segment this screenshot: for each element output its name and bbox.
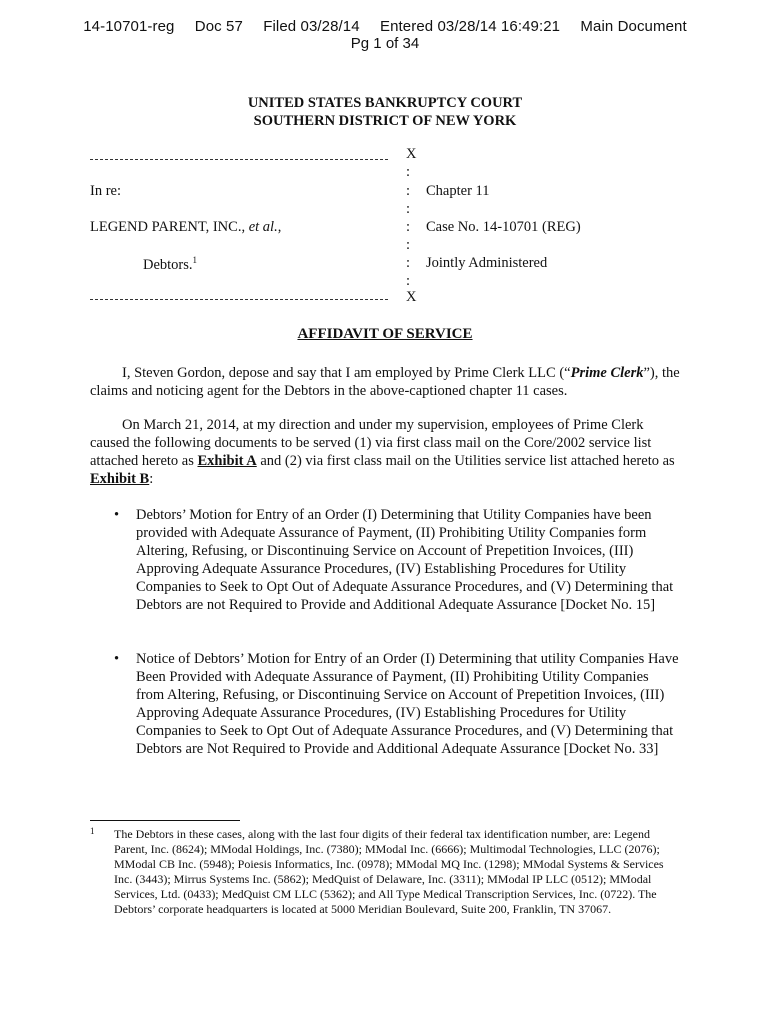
caption-dash-bottom <box>90 299 388 300</box>
case-ref: 14-10701-reg <box>83 18 175 35</box>
paragraph-1: I, Steven Gordon, depose and say that I am employed by Prime Clerk LLC (“Prime Clerk”), the claims and noticing agent for the Debtors in the above-captioned chapter 11 cases. <box>90 365 680 399</box>
bullet-dot: • <box>114 651 120 667</box>
main-document-label: Main Document <box>580 18 687 35</box>
document-title: AFFIDAVIT OF SERVICE <box>297 326 473 342</box>
footnote-ref: 1 <box>192 255 198 265</box>
caption-colon: : <box>406 219 411 235</box>
debtors-label: Debtors.$^1$ <box>143 255 198 273</box>
party-name: LEGEND PARENT, INC., et al., <box>90 219 282 235</box>
caption-colon: : <box>406 183 411 199</box>
caption-colon: : <box>406 237 411 253</box>
exhibit-a-ref: Exhibit A <box>197 453 257 469</box>
caption-colon: : <box>406 201 411 217</box>
caption-colon: : <box>406 255 411 271</box>
bullet-dot: • <box>114 507 120 523</box>
caption-colon: : <box>406 273 411 289</box>
exhibit-b-ref: Exhibit B <box>90 471 150 487</box>
case-number: Case No. 14-10701 (REG) <box>426 219 581 235</box>
caption-x-bottom: X <box>406 289 417 305</box>
paragraph-2: On March 21, 2014, at my direction and under my supervision, employees of Prime Clerk caused the following documents to be served (1) via first class mail on the Core/2002 service list attached hereto as Exhibit A and (2) via first class mail on the Utilities service list attached hereto as Exhibit B: <box>90 417 675 487</box>
caption-colon: : <box>406 164 411 180</box>
in-re-label: In re: <box>90 183 121 199</box>
filed-date: Filed 03/28/14 <box>263 18 360 35</box>
bullet-text: Debtors’ Motion for Entry of an Order (I) Determining that Utility Companies have been provided with Adequate Assurance of Payment, (II) Prohibiting Utility Companies form Altering, Refusing, or Discontinuing Service on Account of Prepetition Invoices, (III) Approving Adequate Assurance Procedures, (IV) Establishing Procedures for Utility Companies to Seek to Opt Out of Adequate Assurance Procedures, and (V) Determining that Debtors are not Required to Provide and Additional Adequate Assurance [Docket No. 15] <box>136 507 674 613</box>
page-number: Pg 1 of 34 <box>350 35 420 52</box>
caption-x-top: X <box>406 146 417 162</box>
jointly-administered: Jointly Administered <box>426 255 548 271</box>
footnote-rule <box>90 820 240 821</box>
caption-dash-top <box>90 159 388 160</box>
entered-date: Entered 03/28/14 16:49:21 <box>379 18 561 35</box>
footnote-mark: 1 <box>90 826 95 836</box>
bullet-text: Notice of Debtors’ Motion for Entry of an Order (I) Determining that utility Companies Have Been Provided with Adequate Assurance of Payment, (II) Prohibiting Utility Companies from Altering, Refusing, or Discontinuing Service on Account of Prepetition Invoices, (III) Approving Adequate Assurance Procedures, (IV) Establishing Procedures for Utility Companies to Seek to Opt Out of Adequate Assurance Procedures, and (V) Determining that Debtors are Not Required to Provide and Additional Adequate Assurance [Docket No. 33] <box>136 651 679 757</box>
court-line-2: SOUTHERN DISTRICT OF NEW YORK <box>253 113 517 129</box>
court-name <box>0 94 770 130</box>
footnote-text: The Debtors in these cases, along with the last four digits of their federal tax identification number, are: Legend Parent, Inc. (8624); MModal Holdings, Inc. (7380); MModal Inc. (6666); Multimodal Technologies, LLC (2076); MModal CB Inc. (5948); Poiesis Informatics, Inc. (0978); MModal MQ Inc. (1298); MModal Systems & Services Inc. (3443); Mirrus Systems Inc. (5862); MedQuist of Delaware, Inc. (3311); MModal IP LLC (0512); MModal Services, Ltd. (0433); MedQuist CM LLC (5362); and All Type Medical Transcription Services, Inc. (0722). The Debtors’ corporate headquarters is located at 5000 Meridian Boulevard, Suite 200, Franklin, TN 37067. <box>114 827 664 916</box>
chapter-label: Chapter 11 <box>426 183 490 199</box>
doc-number: Doc 57 <box>194 18 243 35</box>
ecf-header <box>0 18 770 35</box>
court-line-1: UNITED STATES BANKRUPTCY COURT <box>247 95 523 111</box>
